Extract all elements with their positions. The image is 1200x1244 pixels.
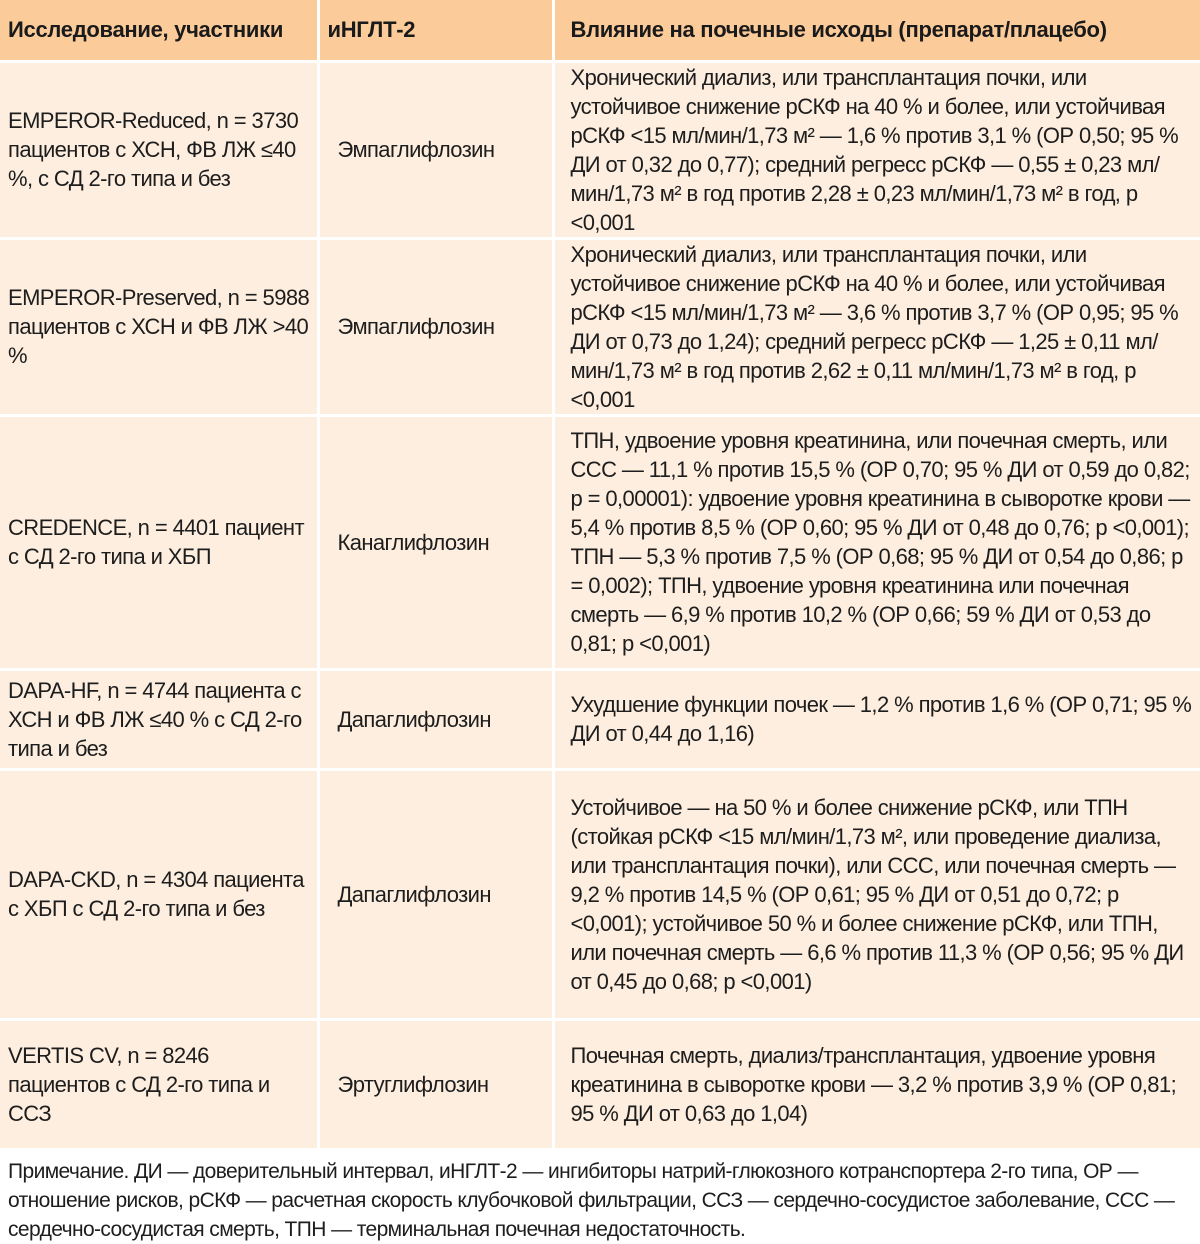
study-cell: VERTIS CV, n = 8246 пациентов с СД 2-го типа и ССЗ xyxy=(0,1019,318,1149)
study-cell: CREDENCE, n = 4401 пациент с СД 2-го типа и ХБП xyxy=(0,415,318,669)
header-effect: Влияние на почечные исходы (препарат/плацебо) xyxy=(553,0,1200,61)
effect-cell: Почечная смерть, диализ/трансплантация, удвоение уровня креатинина в сыворотке крови — 3,2 % против 3,9 % (ОР 0,81; 95 % ДИ от 0,63 до 1,04) xyxy=(553,1019,1200,1149)
drug-cell: Канаглифлозин xyxy=(318,415,553,669)
table-row xyxy=(0,61,1200,238)
header-drug: иНГЛТ-2 xyxy=(318,0,553,61)
drug-cell: Эртуглифлозин xyxy=(318,1019,553,1149)
table-row xyxy=(0,1019,1200,1149)
effect-cell: ТПН, удвоение уровня креатинина, или почечная смерть, или ССС — 11,1 % против 15,5 % (ОР 0,70; 95 % ДИ от 0,59 до 0,82; p = 0,00001): удвоение уровня креатинина в сыворотке крови — 5,4 % против 8,5 % (ОР 0,60; 95 % ДИ от 0,48 до 0,76; p <0,001); ТПН — 5,3 % против 7,5 % (ОР 0,68; 95 % ДИ от 0,54 до 0,86; p = 0,002); ТПН, удвоение уровня креатинина или почечная смерть — 6,9 % против 10,2 % (ОР 0,66; 59 % ДИ от 0,53 до 0,81; p <0,001) xyxy=(553,415,1200,669)
drug-cell: Дапаглифлозин xyxy=(318,769,553,1019)
table-row xyxy=(0,769,1200,1019)
study-cell: EMPEROR-Preserved, n = 5988 пациентов с ХСН и ФВ ЛЖ >40 % xyxy=(0,238,318,415)
drug-cell: Эмпаглифлозин xyxy=(318,61,553,238)
table-header-row xyxy=(0,0,1200,61)
study-cell: DAPA-HF, n = 4744 пациента с ХСН и ФВ ЛЖ ≤40 % с СД 2-го типа и без xyxy=(0,669,318,769)
effect-cell: Хронический диализ, или трансплантация почки, или устойчивое снижение рСКФ на 40 % и более, или устойчивая рСКФ <15 мл/мин/1,73 м² — 3,6 % против 3,7 % (ОР 0,95; 95 % ДИ от 0,73 до 1,24); средний регресс рСКФ — 1,25 ± 0,11 мл/мин/1,73 м² в год против 2,62 ± 0,11 мл/мин/1,73 м² в год, p <0,001 xyxy=(553,238,1200,415)
effect-cell: Ухудшение функции почек — 1,2 % против 1,6 % (ОР 0,71; 95 % ДИ от 0,44 до 1,16) xyxy=(553,669,1200,769)
drug-cell: Эмпаглифлозин xyxy=(318,238,553,415)
table-footnote: Примечание. ДИ — доверительный интервал, иНГЛТ-2 — ингибиторы натрий-глюкозного котранспортера 2-го типа, ОР — отношение рисков, рСКФ — расчетная скорость клубочковой фильтрации, ССЗ — сердечно-сосудистое заболевание, ССС — сердечно-сосудистая смерть, ТПН — терминальная почечная недостаточность. xyxy=(8,1159,1175,1241)
table-row xyxy=(0,238,1200,415)
header-study: Исследование, участники xyxy=(0,0,318,61)
drug-cell: Дапаглифлозин xyxy=(318,669,553,769)
table-row xyxy=(0,415,1200,669)
effect-cell: Устойчивое — на 50 % и более снижение рСКФ, или ТПН (стойкая рСКФ <15 мл/мин/1,73 м², или проведение диализа, или трансплантация почки), или ССС, или почечная смерть — 9,2 % против 14,5 % (ОР 0,61; 95 % ДИ от 0,51 до 0,72; p <0,001); устойчивое 50 % и более снижение рСКФ, или ТПН, или почечная смерть — 6,6 % против 11,3 % (ОР 0,56; 95 % ДИ от 0,45 до 0,68; p <0,001) xyxy=(553,769,1200,1019)
table-row xyxy=(0,669,1200,769)
study-cell: EMPEROR-Reduced, n = 3730 пациентов с ХСН, ФВ ЛЖ ≤40 %, с СД 2-го типа и без xyxy=(0,61,318,238)
study-cell: DAPA-CKD, n = 4304 пациента с ХБП с СД 2-го типа и без xyxy=(0,769,318,1019)
effect-cell: Хронический диализ, или трансплантация почки, или устойчивое снижение рСКФ на 40 % и более, или устойчивая рСКФ <15 мл/мин/1,73 м² — 1,6 % против 3,1 % (ОР 0,50; 95 % ДИ от 0,32 до 0,77); средний регресс рСКФ — 0,55 ± 0,23 мл/мин/1,73 м² в год против 2,28 ± 0,23 мл/мин/1,73 м² в год, p <0,001 xyxy=(553,61,1200,238)
